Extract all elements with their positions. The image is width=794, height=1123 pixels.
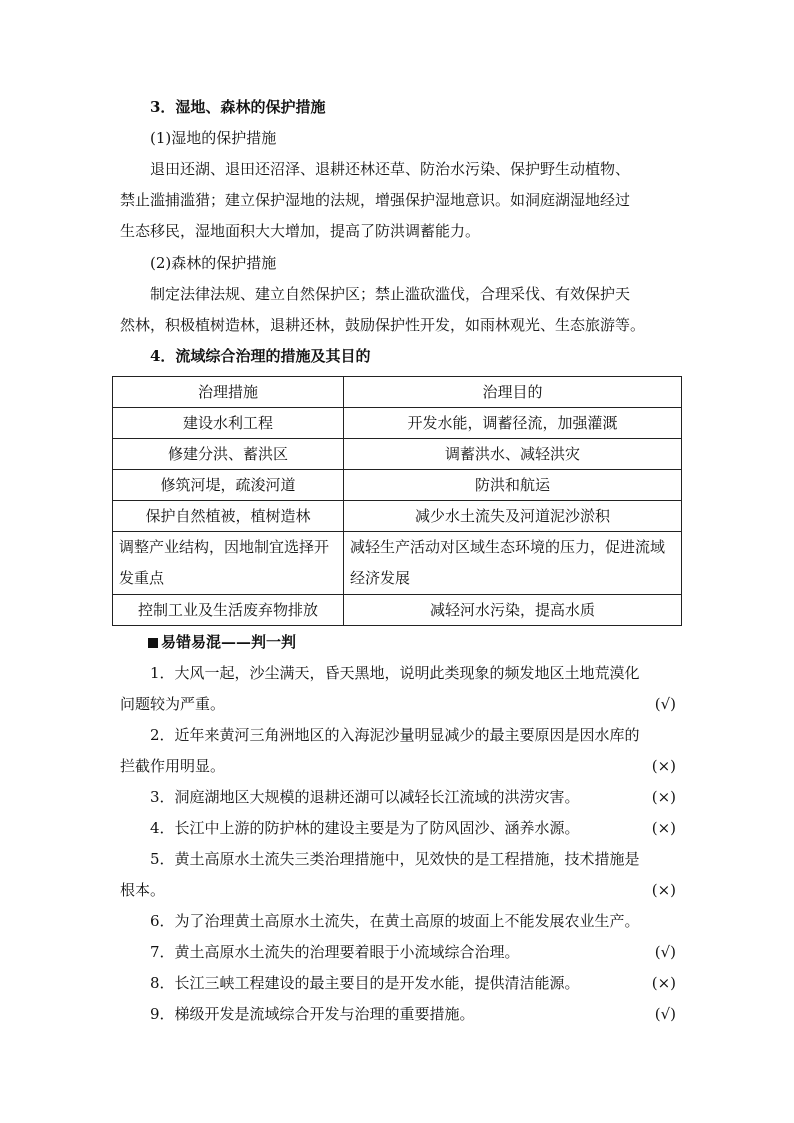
judge-item-8: 8．长江三峡工程建设的最主要目的是开发水能，提供清洁能源。 [150,974,580,992]
judge-item-3: 3．洞庭湖地区大规模的退耕还湖可以减轻长江流域的洪涝灾害。 [150,788,580,806]
measure-cell: 保护自然植被，植树造林 [113,501,344,532]
measure-cell: 调整产业结构，因地制宜选择开发重点 [113,532,344,595]
wetland-text-line-3: 生态移民，湿地面积大大增加，提高了防洪调蓄能力。 [120,222,481,240]
table-row [113,408,682,439]
measure-cell: 修建分洪、蓄洪区 [113,439,344,470]
judge-item-7-mark: (√) [654,943,676,961]
judge-title-text: 易错易混——判一判 [161,633,297,651]
wetland-text-line-1: 退田还湖、退田还沼泽、退耕还林还草、防治水污染、保护野生动植物、 [150,160,631,178]
judge-section-title [148,631,708,653]
forest-subtitle: (2)森林的保护措施 [150,254,277,272]
table-row [113,595,682,626]
judge-item-4-mark: (×) [651,819,676,837]
judge-item-1-line-2: 问题较为严重。 [120,695,226,713]
judge-item-1-mark: (√) [654,695,676,713]
judge-item-8-mark: (×) [651,974,676,992]
table-row [113,532,682,595]
purpose-cell: 防洪和航运 [344,470,682,501]
table-row [113,439,682,470]
forest-text-line-2: 然林，积极植树造林，退耕还林，鼓励保护性开发，如雨林观光、生态旅游等。 [120,316,646,334]
purpose-cell: 开发水能，调蓄径流，加强灌溉 [344,408,682,439]
basin-measures-table [112,376,682,626]
forest-text-line-1: 制定法律法规、建立自然保护区；禁止滥砍滥伐，合理采伐、有效保护天 [150,285,631,303]
judge-item-2-mark: (×) [651,757,676,775]
purpose-cell: 调蓄洪水、减轻洪灾 [344,439,682,470]
judge-item-2-line-1: 2．近年来黄河三角洲地区的入海泥沙量明显减少的最主要原因是因水库的 [150,726,640,744]
wetland-subtitle: (1)湿地的保护措施 [150,129,277,147]
table-header-row [113,377,682,408]
judge-item-7: 7．黄土高原水土流失的治理要着眼于小流域综合治理。 [150,943,520,961]
section-4-title: 4．流域综合治理的措施及其目的 [150,347,371,365]
measure-cell: 修筑河堤，疏浚河道 [113,470,344,501]
judge-item-5-line-1: 5．黄土高原水土流失三类治理措施中，见效快的是工程措施，技术措施是 [150,850,640,868]
judge-item-3-mark: (×) [651,788,676,806]
judge-item-9: 9．梯级开发是流域综合开发与治理的重要措施。 [150,1005,475,1023]
judge-item-1-line-1: 1．大风一起，沙尘满天，昏天黑地，说明此类现象的频发地区土地荒漠化 [150,664,640,682]
judge-item-5-mark: (×) [651,881,676,899]
measure-cell: 建设水利工程 [113,408,344,439]
header-measures: 治理措施 [113,377,344,408]
measure-cell: 控制工业及生活废弃物排放 [113,595,344,626]
purpose-cell: 减轻河水污染，提高水质 [344,595,682,626]
judge-item-9-mark: (√) [654,1005,676,1023]
section-3-title: 3．湿地、森林的保护措施 [150,98,326,116]
judge-item-5-line-2: 根本。 [120,881,166,899]
table-row [113,501,682,532]
table-row [113,470,682,501]
judge-item-6: 6．为了治理黄土高原水土流失，在黄土高原的坡面上不能发展农业生产。 [150,912,640,930]
section-square-icon [148,638,158,648]
wetland-text-line-2: 禁止滥捕滥猎；建立保护湿地的法规，增强保护湿地意识。如洞庭湖湿地经过 [120,191,631,209]
purpose-cell: 减轻生产活动对区域生态环境的压力，促进流域经济发展 [344,532,682,595]
header-purposes: 治理目的 [344,377,682,408]
judge-item-4: 4．长江中上游的防护林的建设主要是为了防风固沙、涵养水源。 [150,819,580,837]
purpose-cell: 减少水土流失及河道泥沙淤积 [344,501,682,532]
judge-item-2-line-2: 拦截作用明显。 [120,757,226,775]
